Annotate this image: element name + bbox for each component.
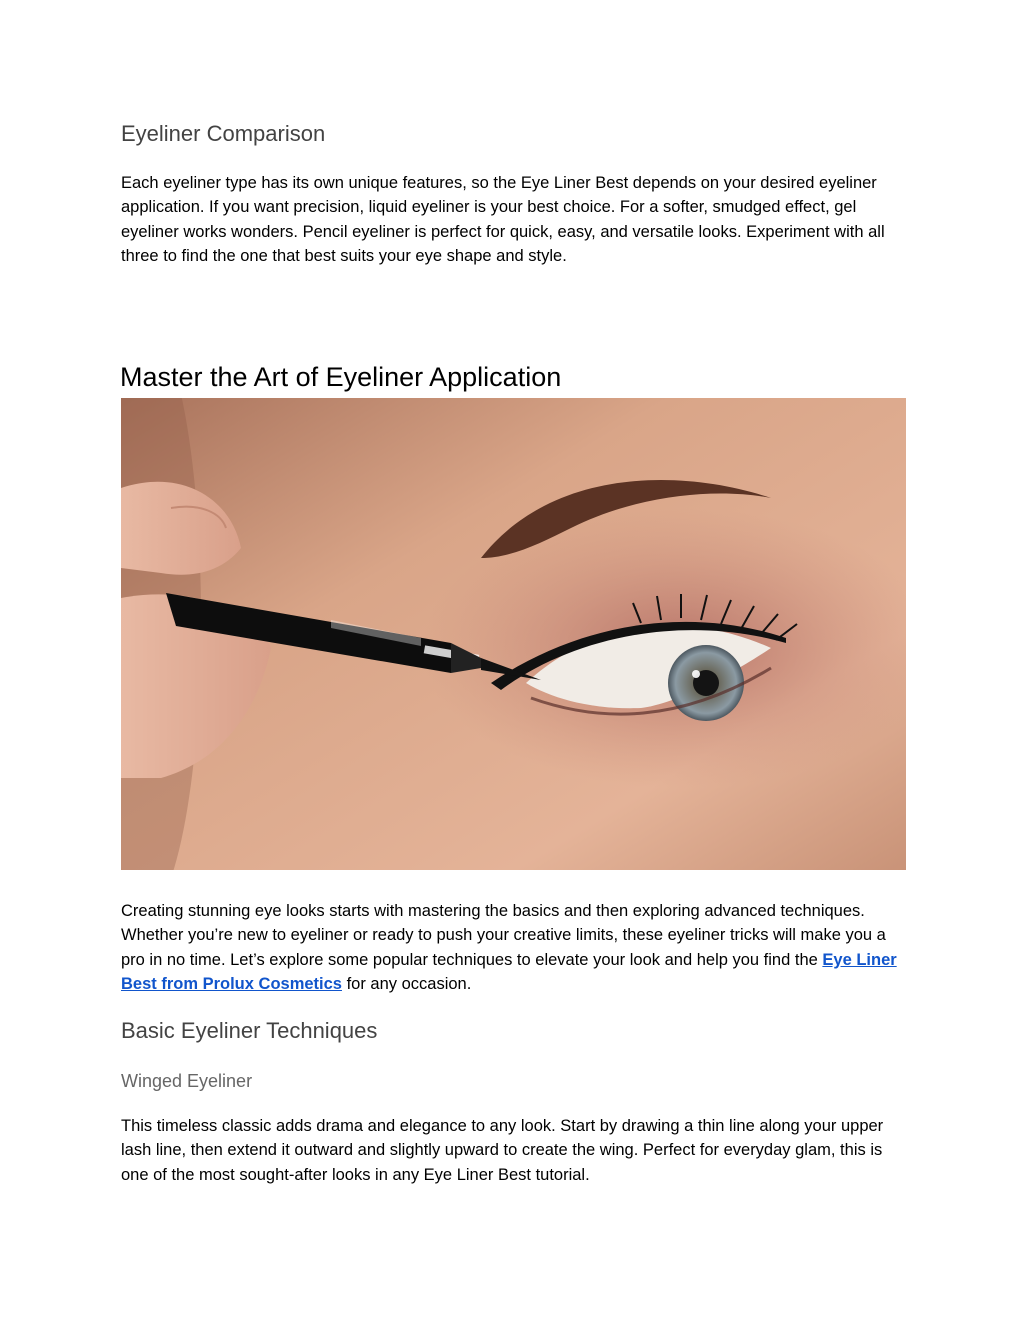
winged-eyeliner-paragraph: This timeless classic adds drama and elegance to any look. Start by drawing a thin line along your upper lash line, then extend it outward and slightly upward to create the wing. Perfect for everyday glam, this is one of the most sought-after looks in any Eye Liner Best tutorial. bbox=[121, 1117, 884, 1184]
section-heading-master-the-art: Master the Art of Eyeliner Application bbox=[120, 362, 562, 392]
comparison-paragraph: Each eyeliner type has its own unique features, so the Eye Liner Best depends on your desired eyeliner application. If you want precision, liquid eyeliner is your best choice. For a softer, smudged effect, gel eyeliner works wonders. Pencil eyeliner is perfect for quick, easy, and versatile looks. Experiment with all three to find the one that best suits your eye shape and style. bbox=[121, 174, 885, 266]
section-heading-eyeliner-comparison: Eyeliner Comparison bbox=[121, 121, 326, 146]
techniques-intro-paragraph bbox=[121, 899, 911, 997]
paragraph-text-before-link: Creating stunning eye looks starts with mastering the basics and then exploring advanced techniques. Whether you’re new to eyeliner or ready to push your creative limits, these eyeliner tricks will make you a pro in no time. Let’s explore some popular techniques to elevate your look and help you find the bbox=[121, 902, 886, 969]
eyeliner-application-photo bbox=[121, 398, 906, 870]
paragraph-text-after-link: for any occasion. bbox=[341, 975, 472, 994]
section-heading-basic-techniques: Basic Eyeliner Techniques bbox=[121, 1018, 378, 1043]
prolux-cosmetics-link[interactable]: Eye Liner Best from Prolux Cosmetics bbox=[121, 950, 897, 994]
subheading-winged-eyeliner: Winged Eyeliner bbox=[121, 1071, 253, 1091]
